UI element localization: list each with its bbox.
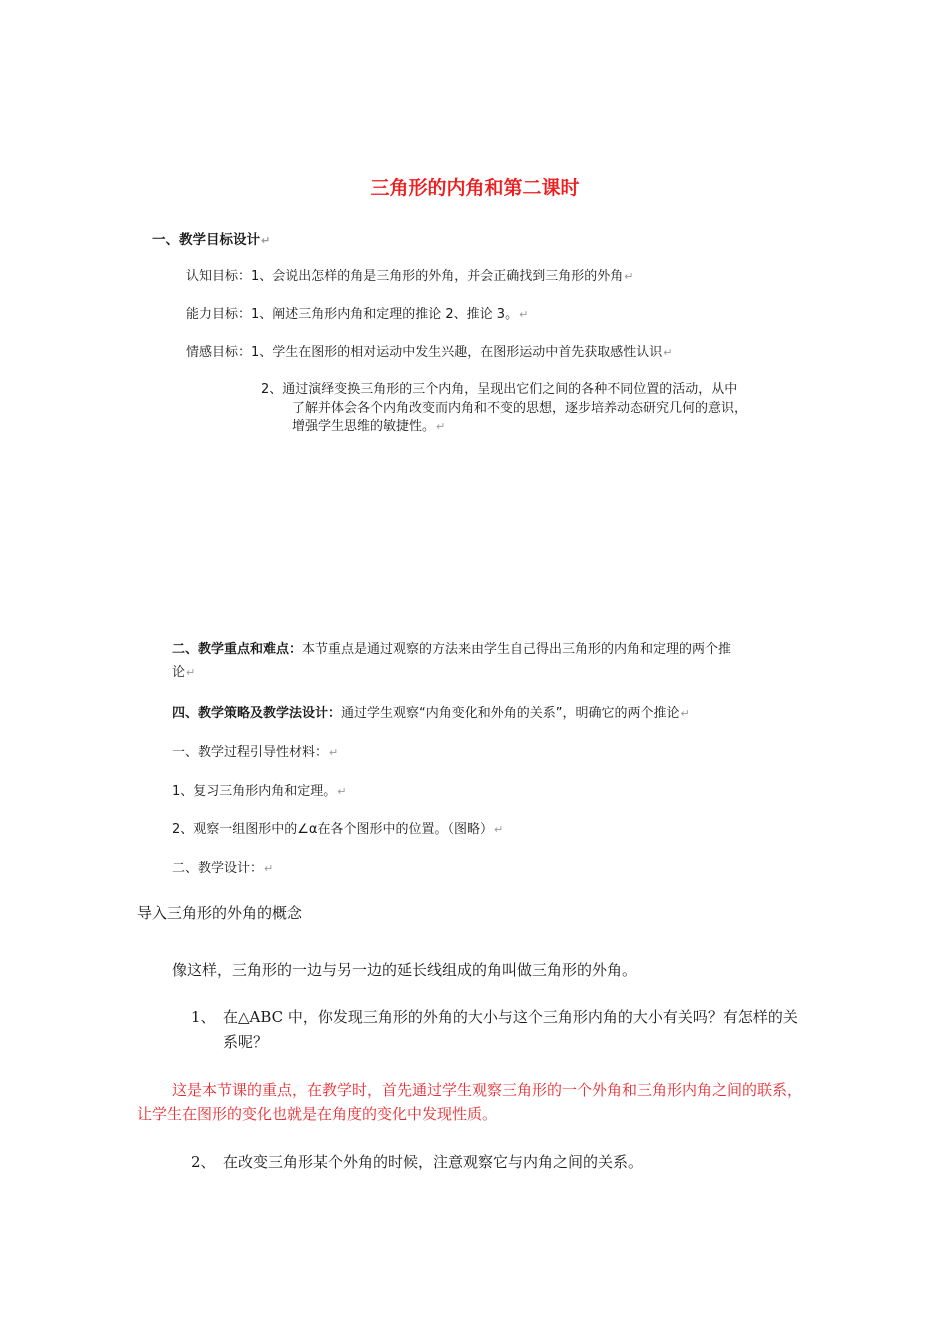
question-1-line2: 系呢？	[223, 1033, 269, 1051]
question-1-number: 1、	[191, 1008, 216, 1026]
exterior-angle-definition: 像这样，三角形的一边与另一边的延长线组成的角叫做三角形的外角。	[172, 961, 638, 979]
paragraph-mark-icon: ↵	[337, 785, 347, 798]
intro-heading: 导入三角形的外角的概念	[137, 904, 303, 922]
question-1-line1: 在△ABC 中，你发现三角形的外角的大小与这个三角形内角的大小有关吗？有怎样的关	[223, 1008, 798, 1026]
section-heading-key-points: 二、教学重点和难点：	[172, 642, 303, 657]
objective-cognitive: 认知目标：1、会说出怎样的角是三角形的外角，并会正确找到三角形的外角↵	[186, 269, 634, 284]
paragraph-mark-icon: ↵	[680, 707, 690, 720]
objective-emotion-2-line3: 增强学生思维的敏捷性。↵	[292, 419, 446, 434]
paragraph-mark-icon: ↵	[494, 823, 504, 836]
objective-emotion-2-line2: 了解并体会各个内角改变而内角和不变的思想，逐步培养动态研究几何的意识，	[292, 401, 748, 416]
question-2-number: 2、	[191, 1153, 216, 1171]
process-item-1: 1、复习三角形内角和定理。↵	[172, 784, 347, 799]
section-heading-objectives: 一、教学目标设计↵	[152, 232, 271, 248]
paragraph-mark-icon: ↵	[624, 270, 634, 283]
process-heading: 一、教学过程引导性材料：↵	[172, 745, 339, 760]
section-heading-strategy: 四、教学策略及教学法设计：	[172, 706, 342, 721]
paragraph-mark-icon: ↵	[436, 420, 446, 433]
teaching-design-heading: 二、教学设计：↵	[172, 861, 274, 876]
teaching-note-line2: 让学生在图形的变化也就是在角度的变化中发现性质。	[137, 1105, 498, 1123]
question-2-text: 在改变三角形某个外角的时候，注意观察它与内角之间的关系。	[223, 1153, 644, 1171]
section-strategy: 四、教学策略及教学法设计：通过学生观察“内角变化和外角的关系”，明确它的两个推论↵	[172, 706, 690, 721]
process-item-2: 2、观察一组图形中的∠α在各个图形中的位置。（图略）↵	[172, 822, 504, 837]
section-key-points-line1: 二、教学重点和难点：本节重点是通过观察的方法来由学生自己得出三角形的内角和定理的两个推	[172, 642, 732, 657]
objective-ability: 能力目标：1、阐述三角形内角和定理的推论 2、推论 3。↵	[186, 307, 529, 322]
objective-emotion: 情感目标：1、学生在图形的相对运动中发生兴趣，在图形运动中首先获取感性认识↵	[186, 345, 673, 360]
page-title: 三角形的内角和第二课时	[370, 177, 580, 199]
paragraph-mark-icon: ↵	[261, 234, 271, 247]
paragraph-mark-icon: ↵	[329, 746, 339, 759]
section-key-points-line2: 论↵	[172, 665, 196, 680]
paragraph-mark-icon: ↵	[186, 666, 196, 679]
objective-emotion-2-line1: 2、通过演绎变换三角形的三个内角，呈现出它们之间的各种不同位置的活动，从中	[261, 382, 738, 397]
paragraph-mark-icon: ↵	[663, 346, 673, 359]
paragraph-mark-icon: ↵	[264, 862, 274, 875]
paragraph-mark-icon: ↵	[519, 308, 529, 321]
teaching-note-line1: 这是本节课的重点，在教学时，首先通过学生观察三角形的一个外角和三角形内角之间的联系，	[172, 1081, 803, 1099]
